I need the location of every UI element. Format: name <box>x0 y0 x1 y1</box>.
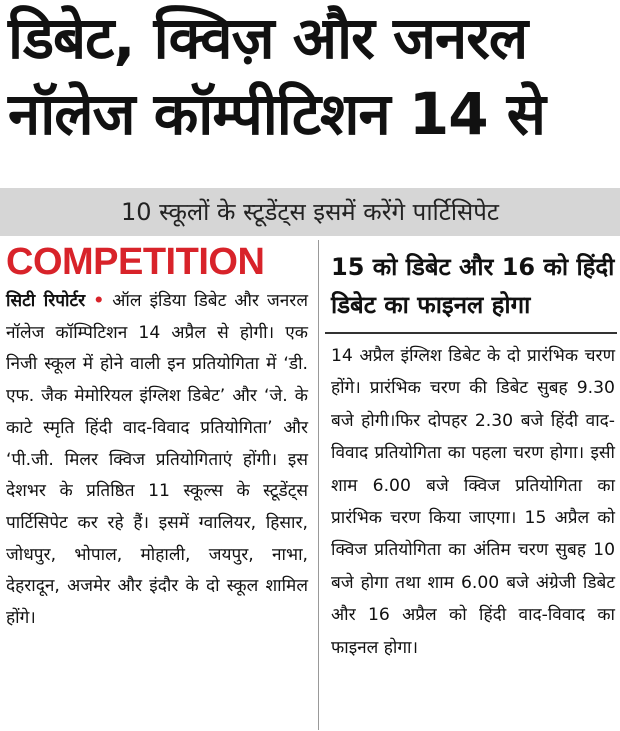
headline-line-2: नॉलेज कॉम्पीटिशन 14 से <box>8 80 545 148</box>
left-column <box>0 240 312 730</box>
subheadline: 10 स्कूलों के स्टूडेंट्स इसमें करेंगे पार्टिसिपेट <box>0 188 620 236</box>
right-column <box>325 240 617 730</box>
heading-rule <box>325 332 617 334</box>
section-kicker: COMPETITION <box>6 241 265 283</box>
byline: सिटी रिपोर्टर <box>6 291 86 311</box>
left-article-body: ऑल इंडिया डिबेट और जनरल नॉलेज कॉम्पिटिशन 14 अप्रैल से होगी। एक निजी स्कूल में होने वाली इन प्रतियोगिता में ‘डी. एफ. जैक मेमोरियल इंग्लिश डिबेट’ और ‘जे. के काटे स्मृति हिंदी वाद-विवाद प्रतियोगिता’ और ‘पी.जी. मिलर क्विज प्रतियोगिताएं होंगी। इस देशभर के प्रतिष्ठित 11 स्कूल्स के स्टूडेंट्स पार्टिसिपेट कर रहे हैं। इसमें ग्वालियर, हिसार, जोधपुर, भोपाल, मोहाली, जयपुर, नाभा, देहरादून, अजमेर और इंदौर के दो स्कूल शामिल होंगे। <box>6 291 308 629</box>
headline-line-1: डिबेट, क्विज़ और जनरल <box>8 4 528 72</box>
left-article-text <box>6 286 308 635</box>
column-divider <box>318 240 319 730</box>
right-article-body: 14 अप्रैल इंग्लिश डिबेट के दो प्रारंभिक चरण होंगे। प्रारंभिक चरण की डिबेट सुबह 9.30 बजे होगी।फिर दोपहर 2.30 बजे हिंदी वाद-विवाद प्रतियोगिता का पहला चरण होगा। इसी शाम 6.00 बजे क्विज प्रतियोगिता का प्रारंभिक चरण किया जाएगा। 15 अप्रैल को क्विज प्रतियोगिता का अंतिम चरण सुबह 10 बजे होगा तथा शाम 6.00 बजे अंग्रेजी डिबेट और 16 अप्रैल को हिंदी वाद-विवाद का फाइनल होगा। <box>331 346 615 658</box>
right-column-heading: 15 को डिबेट और 16 को हिंदी डिबेट का फाइनल होगा <box>331 253 615 319</box>
headline <box>8 0 613 152</box>
byline-bullet: • <box>93 291 105 311</box>
